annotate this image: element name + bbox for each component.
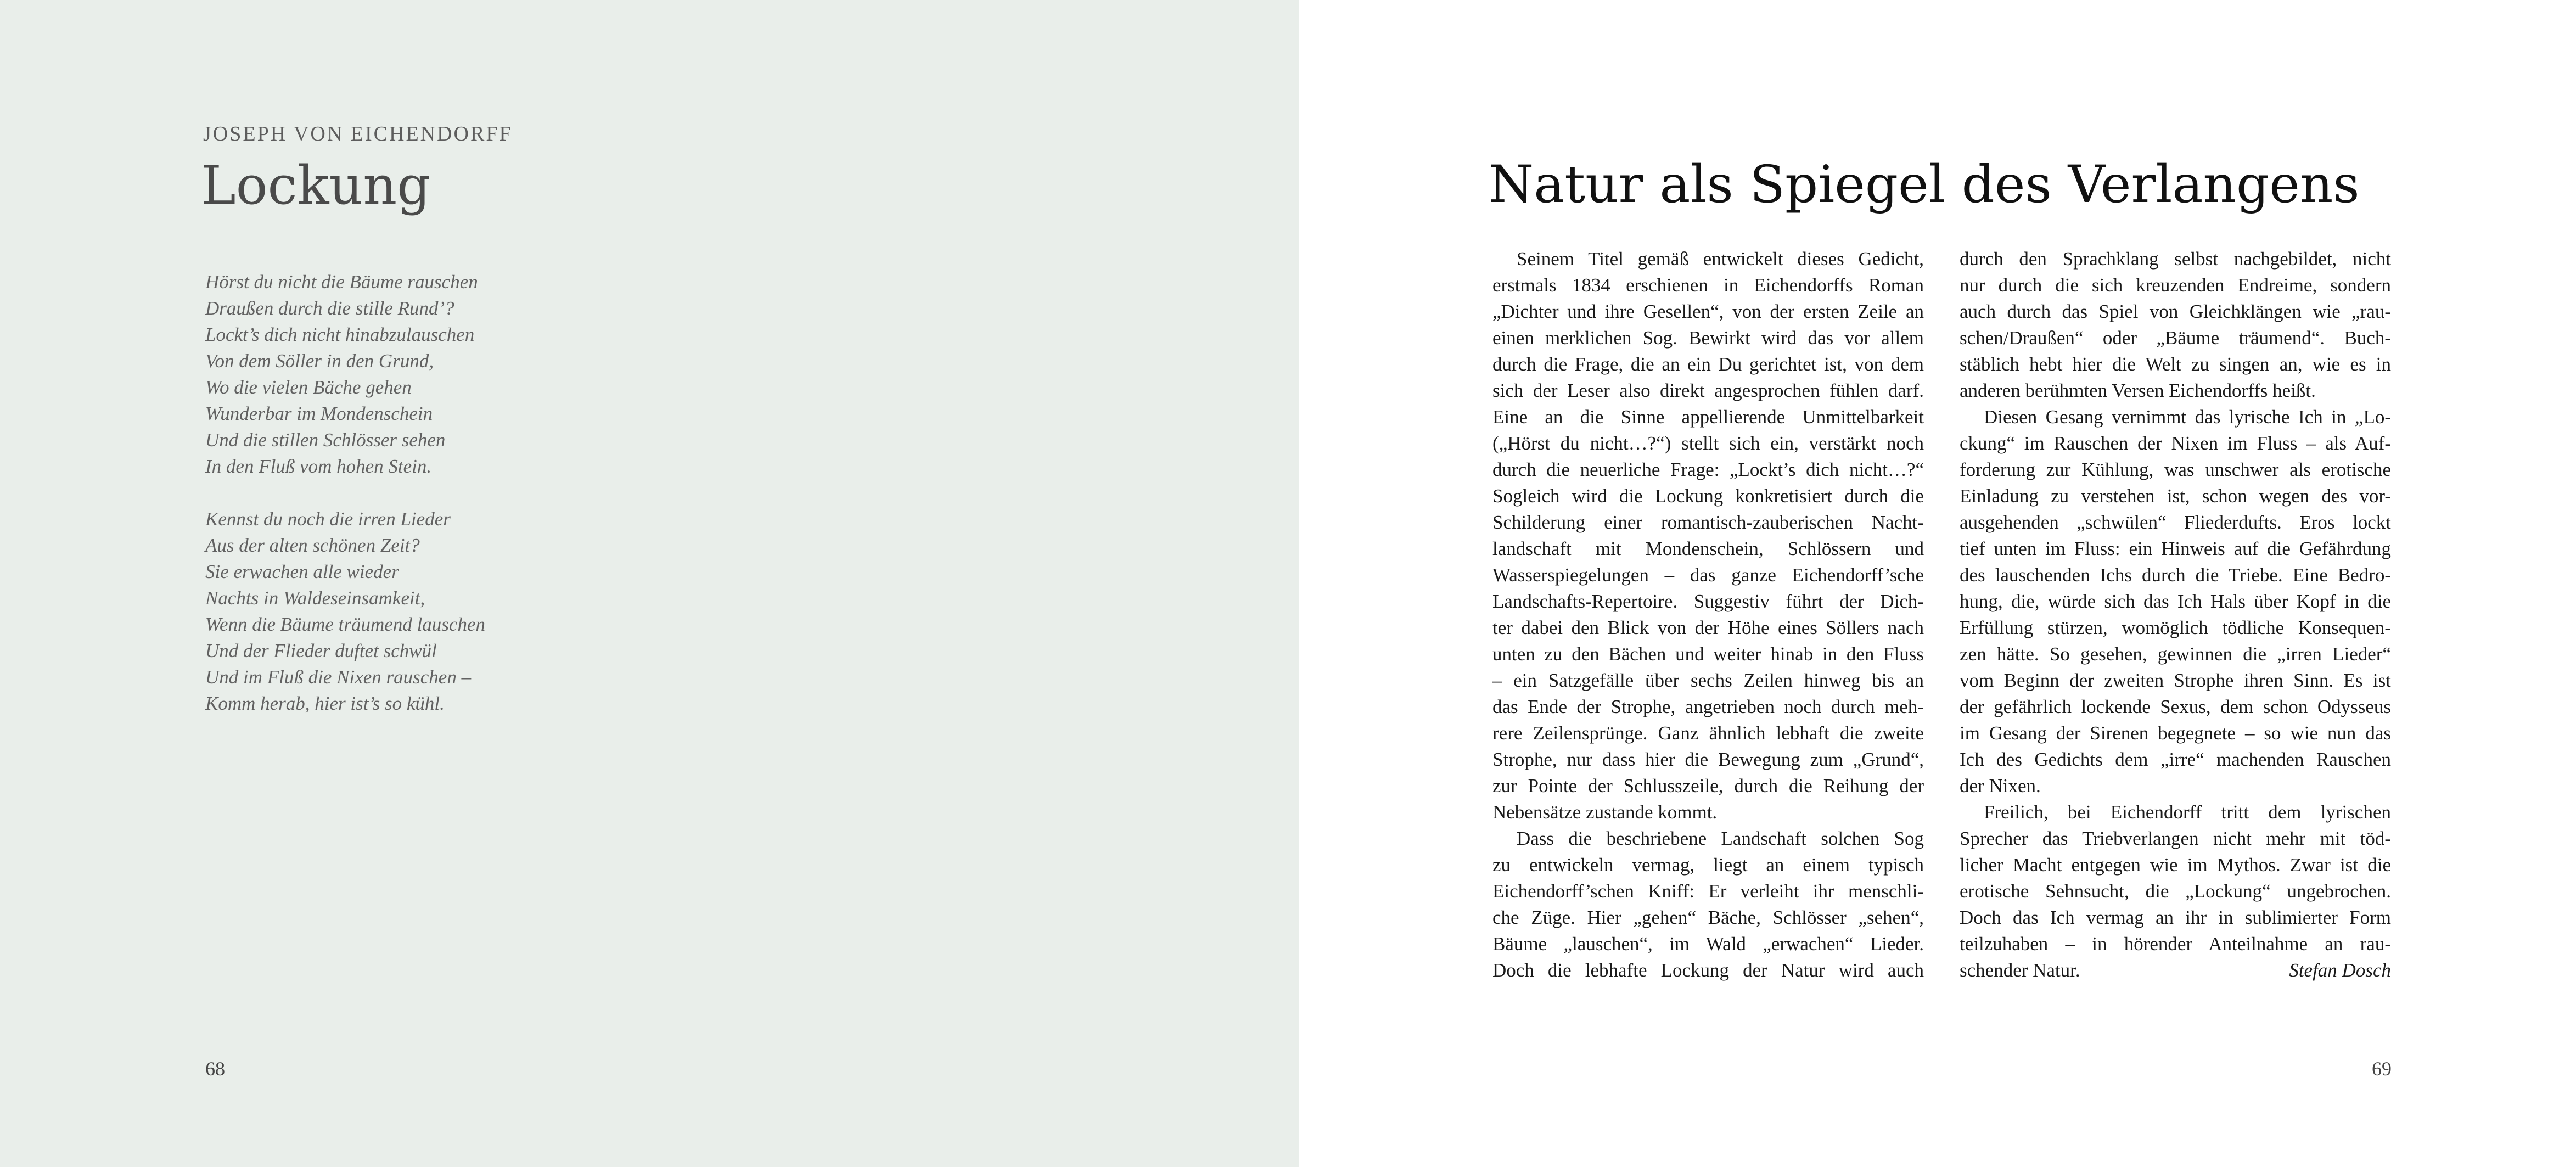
- poem-verse: Lockt’s dich nicht hinabzulauschen: [205, 324, 475, 345]
- text-line: zen hätte. So gesehen, gewinnen die „irren Lieder“: [1960, 643, 2391, 665]
- poem-text: [205, 269, 485, 743]
- text-line: Diesen Gesang vernimmt das lyrische Ich in „Lo-: [1984, 406, 2391, 428]
- poem-verse: Aus der alten schönen Zeit?: [205, 535, 420, 556]
- poem-verse: Von dem Söller in den Grund,: [205, 350, 434, 372]
- text-line: hung, die, würde sich das Ich Hals über Kopf in die: [1960, 591, 2391, 612]
- poem-verse: Wo die vielen Bäche gehen: [205, 377, 412, 398]
- text-line: ausgehenden „schwülen“ Fliederdufts. Eros lockt: [1960, 512, 2391, 533]
- poem-verse: Draußen durch die stille Rund’?: [205, 298, 454, 319]
- author-signature: Stefan Dosch: [2289, 960, 2391, 981]
- poem-verse: Hörst du nicht die Bäume rauschen: [205, 271, 478, 293]
- text-line: Strophe, nur dass hier die Bewegung zum „Grund“,: [1492, 749, 1924, 770]
- essay-column-1: [1492, 246, 1924, 984]
- text-line: durch die Frage, die an ein Du gerichtet ist, von dem: [1492, 354, 1924, 375]
- text-line: Sprecher das Triebverlangen nicht mehr mit töd-: [1960, 828, 2391, 849]
- text-line: vom Beginn der zweiten Strophe ihren Sinn. Es ist: [1960, 670, 2391, 691]
- text-line: durch die neuerliche Frage: „Lockt’s dich nicht…?“: [1492, 459, 1924, 480]
- text-line: anderen berühmten Versen Eichendorffs heißt.: [1960, 380, 2316, 401]
- essay-column-2: [1960, 246, 2391, 984]
- poem-verse: Und im Fluß die Nixen rauschen –: [205, 666, 472, 688]
- page-number-left: 68: [205, 1058, 225, 1080]
- text-line: schen/Draußen“ oder „Bäume träumend“. Buch-: [1960, 327, 2391, 349]
- text-line: zur Pointe der Schlusszeile, durch die Reihung der: [1492, 775, 1924, 796]
- poem-author: JOSEPH VON EICHENDORFF: [203, 122, 513, 145]
- text-line: teilzuhaben – in hörender Anteilnahme an rau-: [1960, 933, 2391, 955]
- text-line: durch den Sprachklang selbst nachgebildet, nicht: [1960, 248, 2391, 270]
- poem-verse: Nachts in Waldeseinsamkeit,: [205, 587, 425, 609]
- page-number-right: 69: [2372, 1058, 2392, 1080]
- text-line: Seinem Titel gemäß entwickelt dieses Gedicht,: [1517, 248, 1924, 270]
- poem-verse: Wunderbar im Mondenschein: [205, 403, 433, 424]
- text-line: unten zu den Bächen und weiter hinab in den Fluss: [1492, 643, 1924, 665]
- text-line: des lauschenden Ichs durch die Triebe. Eine Bedro-: [1960, 564, 2391, 586]
- text-line: Doch die lebhafte Lockung der Natur wird auch: [1492, 960, 1924, 981]
- text-line: tief unten im Fluss: ein Hinweis auf die Gefährdung: [1960, 538, 2391, 559]
- text-line: rere Zeilensprünge. Ganz ähnlich lebhaft die zweite: [1492, 722, 1924, 744]
- poem-verse: Wenn die Bäume träumend lauschen: [205, 614, 485, 635]
- poem-title: Lockung: [201, 155, 431, 216]
- text-line: landschaft mit Mondenschein, Schlössern und: [1492, 538, 1924, 559]
- text-line: Freilich, bei Eichendorff tritt dem lyrischen: [1984, 801, 2391, 823]
- text-line: der Nixen.: [1960, 775, 2041, 796]
- text-line: im Gesang der Sirenen begegnete – so wie nun das: [1960, 722, 2391, 744]
- text-line: – ein Satzgefälle über sechs Zeilen hinweg bis an: [1492, 670, 1924, 691]
- essay-title: Natur als Spiegel des Verlangens: [1489, 155, 2360, 215]
- text-line: auch durch das Spiel von Gleichklängen wie „rau-: [1960, 301, 2391, 322]
- text-line: Eichendorff’schen Kniff: Er verleiht ihr menschli-: [1492, 880, 1924, 902]
- text-line: ckung“ im Rauschen der Nixen im Fluss – als Auf-: [1960, 433, 2391, 454]
- text-line: („Hörst du nicht…?“) stellt sich ein, verstärkt noch: [1492, 433, 1924, 454]
- text-line: Bäume „lauschen“, im Wald „erwachen“ Lieder.: [1492, 933, 1924, 955]
- text-line: che Züge. Hier „gehen“ Bäche, Schlösser „sehen“,: [1492, 907, 1924, 928]
- text-line: Doch das Ich vermag an ihr in sublimierter Form: [1960, 907, 2391, 928]
- poem-verse: Sie erwachen alle wieder: [205, 561, 399, 582]
- text-line: licher Macht entgegen wie im Mythos. Zwar ist die: [1960, 854, 2391, 876]
- text-line: stäblich hebt hier die Welt zu singen an, wie es in: [1960, 354, 2391, 375]
- text-line: Ich des Gedichts dem „irre“ machenden Rauschen: [1960, 749, 2391, 770]
- text-line: Nebensätze zustande kommt.: [1492, 801, 1718, 823]
- text-line: ter dabei den Blick von der Höhe eines Söllers nach: [1492, 617, 1924, 638]
- text-line: Einladung zu verstehen ist, schon wegen des vor-: [1960, 485, 2391, 507]
- text-line: Dass die beschriebene Landschaft solchen Sog: [1517, 828, 1924, 849]
- text-line: „Dichter und ihre Gesellen“, von der ersten Zeile an: [1492, 301, 1924, 322]
- poem-verse: In den Fluß vom hohen Stein.: [205, 456, 432, 477]
- text-line: nur durch die sich kreuzenden Endreime, sondern: [1960, 274, 2391, 296]
- text-line: Sogleich wird die Lockung konkretisiert durch die: [1492, 485, 1924, 507]
- closing-line: [1960, 957, 2391, 984]
- poem-stanza: [205, 269, 485, 480]
- text-line: Wasserspiegelungen – das ganze Eichendorff’sche: [1492, 564, 1924, 586]
- text-line: das Ende der Strophe, angetrieben noch durch meh-: [1492, 696, 1924, 717]
- poem-verse: Kennst du noch die irren Lieder: [205, 508, 451, 530]
- poem-verse: Und der Flieder duftet schwül: [205, 640, 437, 661]
- text-line: der gefährlich lockende Sexus, dem schon Odysseus: [1960, 696, 2391, 717]
- text-line: einen merklichen Sog. Bewirkt wird das vor allem: [1492, 327, 1924, 349]
- text-line: erstmals 1834 erschienen in Eichendorffs Roman: [1492, 274, 1924, 296]
- text-line: Eine an die Sinne appellierende Unmittelbarkeit: [1492, 406, 1924, 428]
- text-line: Landschafts-Repertoire. Suggestiv führt der Dich-: [1492, 591, 1924, 612]
- poem-verse: Und die stillen Schlösser sehen: [205, 429, 446, 451]
- poem-stanza: [205, 506, 485, 717]
- text-line: zu entwickeln vermag, liegt an einem typisch: [1492, 854, 1924, 876]
- text-line: Schilderung einer romantisch-zauberischen Nacht-: [1492, 512, 1924, 533]
- text-line: forderung zur Kühlung, was unschwer als erotische: [1960, 459, 2391, 480]
- text-line: schender Natur.: [1960, 960, 2080, 981]
- text-line: sich der Leser also direkt angesprochen fühlen darf.: [1492, 380, 1924, 401]
- text-line: Erfüllung stürzen, womöglich tödliche Konsequen-: [1960, 617, 2391, 638]
- poem-verse: Komm herab, hier ist’s so kühl.: [205, 693, 445, 714]
- text-line: erotische Sehnsucht, die „Lockung“ ungebrochen.: [1960, 880, 2391, 902]
